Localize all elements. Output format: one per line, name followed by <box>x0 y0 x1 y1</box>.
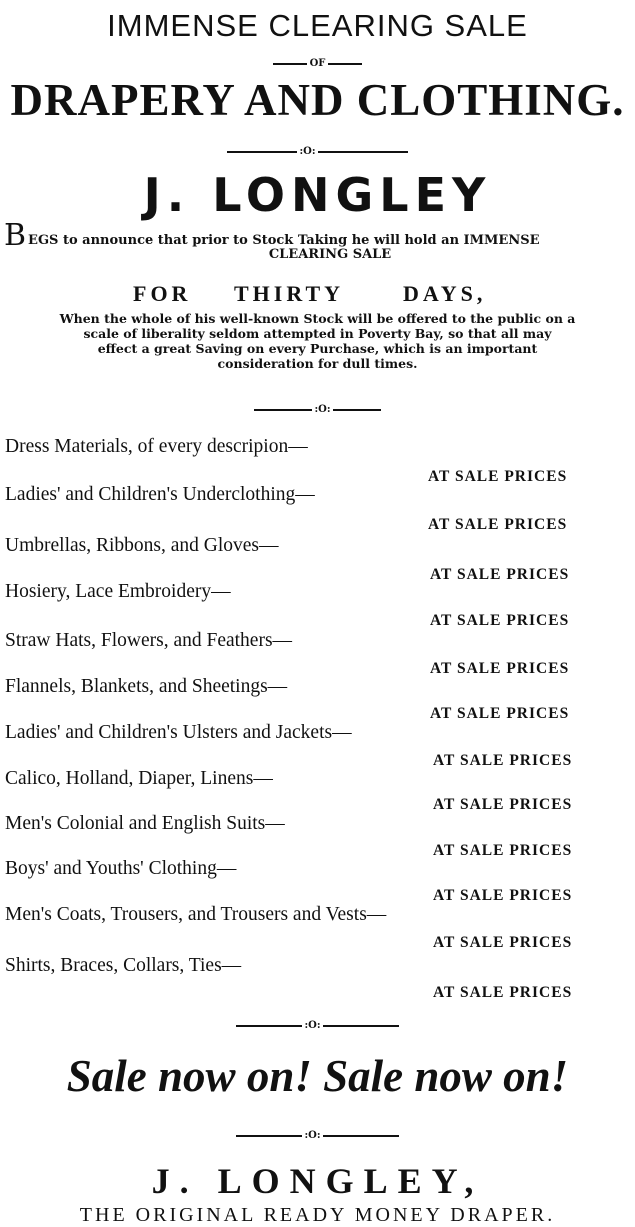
separator-4 <box>0 1130 635 1141</box>
intro-paragraph <box>4 218 632 262</box>
list-item: Ladies' and Children's Ulsters and Jackets— <box>5 722 352 743</box>
body-line: When the whole of his well-known Stock will be offered to the public on a <box>59 311 576 326</box>
sale-price-label: AT SALE PRICES <box>433 984 573 1001</box>
separator-1-text: :O: <box>299 146 316 157</box>
separator-2-text: :O: <box>314 404 331 415</box>
sale-price-label: AT SALE PRICES <box>428 516 568 533</box>
body-line: effect a great Saving on every Purchase, which is an important <box>97 341 538 356</box>
list-item: Straw Hats, Flowers, and Feathers— <box>5 630 293 651</box>
sale-price-label: AT SALE PRICES <box>428 468 568 485</box>
list-item: Umbrellas, Ribbons, and Gloves— <box>5 535 279 556</box>
for-word: FOR <box>133 281 192 306</box>
separator-2 <box>0 404 635 415</box>
list-item: Men's Colonial and English Suits— <box>5 813 285 834</box>
separator-3-text: :O: <box>304 1020 321 1031</box>
footer-merchant-name: J. LONGLEY, <box>151 1161 484 1201</box>
merchant-name-heading: J. LONGLEY <box>143 168 492 222</box>
separator-1 <box>0 146 635 157</box>
body-line: scale of liberality seldom attempted in Poverty Bay, so that all may <box>83 326 552 341</box>
sale-price-label: AT SALE PRICES <box>430 566 570 583</box>
sale-price-label: AT SALE PRICES <box>430 705 570 722</box>
list-item: Dress Materials, of every descripion— <box>5 436 308 457</box>
separator-4-text: :O: <box>304 1130 321 1141</box>
separator-3 <box>0 1020 635 1031</box>
sale-price-label: AT SALE PRICES <box>433 796 573 813</box>
list-item: Ladies' and Children's Underclothing— <box>5 484 315 505</box>
body-paragraph <box>0 311 635 371</box>
drop-cap: B <box>4 218 27 253</box>
headline-immense-clearing-sale: IMMENSE CLEARING SALE <box>107 8 528 43</box>
list-item: Flannels, Blankets, and Sheetings— <box>5 676 288 697</box>
thirty-word: THIRTY <box>234 281 345 306</box>
list-item: Calico, Holland, Diaper, Linens— <box>5 768 273 789</box>
sale-price-label: AT SALE PRICES <box>433 887 573 904</box>
intro-line-2: CLEARING SALE <box>268 247 392 262</box>
sale-price-label: AT SALE PRICES <box>433 752 573 769</box>
title-drapery-and-clothing: DRAPERY AND CLOTHING. <box>10 75 625 125</box>
list-item: Men's Coats, Trousers, and Trousers and Vests— <box>5 904 387 925</box>
sale-price-label: AT SALE PRICES <box>430 612 570 629</box>
sale-price-label: AT SALE PRICES <box>430 660 570 677</box>
body-line: consideration for dull times. <box>217 356 418 371</box>
intro-line-1: EGS to announce that prior to Stock Taking he will hold an IMMENSE <box>28 233 540 248</box>
of-text: OF <box>309 58 326 69</box>
of-divider <box>0 58 635 69</box>
list-item: Boys' and Youths' Clothing— <box>5 858 237 879</box>
sale-price-label: AT SALE PRICES <box>433 934 573 951</box>
list-item: Hosiery, Lace Embroidery— <box>5 581 231 602</box>
list-item: Shirts, Braces, Collars, Ties— <box>5 955 242 976</box>
days-word: DAYS, <box>403 281 487 306</box>
footer-tagline: THE ORIGINAL READY MONEY DRAPER. <box>79 1204 556 1226</box>
sale-price-label: AT SALE PRICES <box>433 842 573 859</box>
sale-now-on-banner: Sale now on! Sale now on! <box>66 1051 569 1101</box>
